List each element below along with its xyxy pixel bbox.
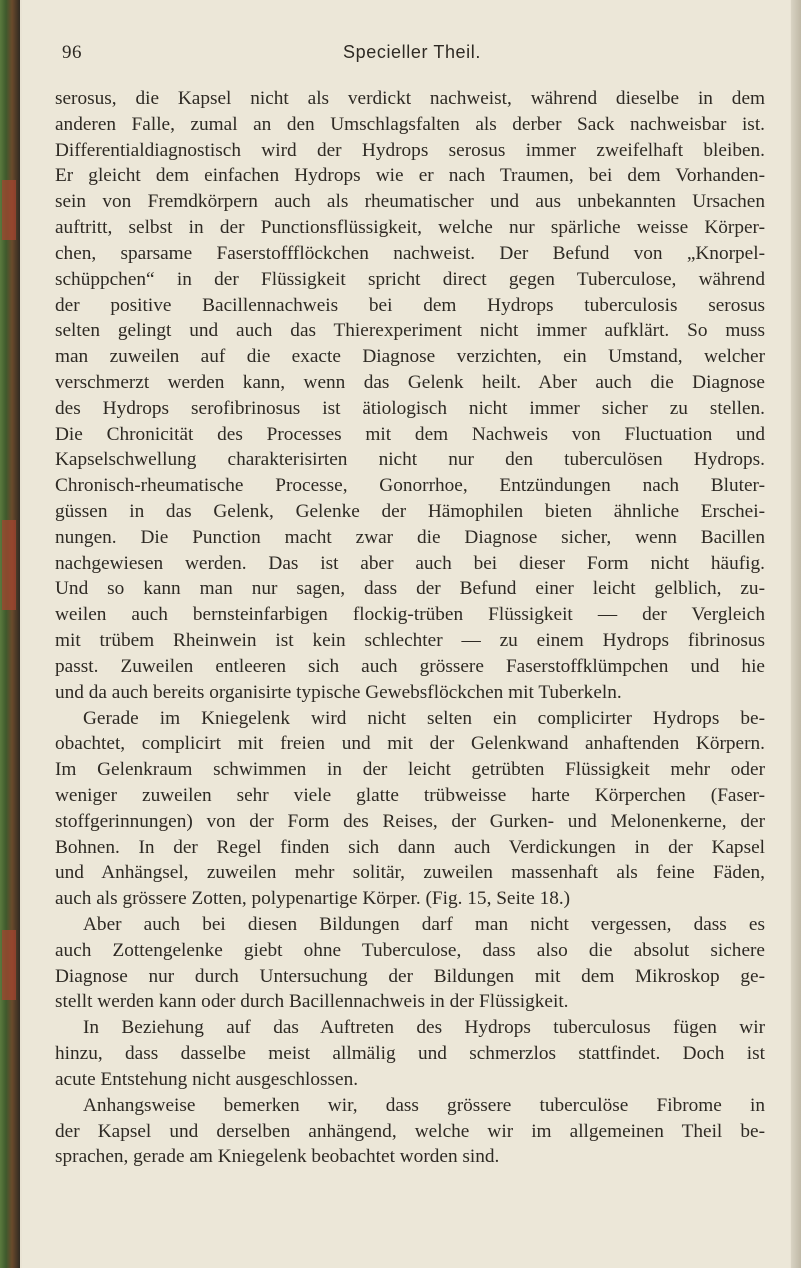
text-line: Bohnen. In der Regel finden sich dann auch Verdickungen in der Kapsel — [55, 836, 765, 858]
text-line: Er gleicht dem einfachen Hydrops wie er nach Traumen, bei dem Vorhanden- — [55, 165, 765, 187]
text-line: serosus, die Kapsel nicht als verdickt nachweist, während dieselbe in dem — [55, 88, 765, 109]
text-line: der Kapsel und derselben anhängend, welche wir im allgemeinen Theil be- — [55, 1120, 765, 1142]
text-line: schüppchen“ in der Flüssigkeit spricht direct gegen Tuberculose, während — [55, 268, 765, 290]
text-line: stellt werden kann oder durch Bacillennachweis in der Flüssigkeit. — [55, 991, 569, 1013]
text-line: Diagnose nur durch Untersuchung der Bildungen mit dem Mikroskop ge- — [55, 965, 765, 987]
text-line: chen, sparsame Faserstoffflöckchen nachweist. Der Befund von „Knorpel- — [55, 242, 765, 264]
text-line: Aber auch bei diesen Bildungen darf man nicht vergessen, dass es — [83, 914, 765, 935]
text-line: Gerade im Kniegelenk wird nicht selten ein complicirter Hydrops be- — [83, 707, 765, 729]
text-line: der positive Bacillennachweis bei dem Hydrops tuberculosis serosus — [55, 294, 765, 316]
text-line: verschmerzt werden kann, wenn das Gelenk heilt. Aber auch die Diagnose — [55, 371, 765, 393]
text-line: Chronisch-rheumatische Processe, Gonorrhoe, Entzündungen nach Bluter- — [55, 475, 765, 497]
text-line: auch als grössere Zotten, polypenartige Körper. (Fig. 15, Seite 18.) — [55, 888, 571, 910]
page-right-edge — [791, 0, 801, 1268]
text-line: nachgewiesen werden. Das ist aber auch bei dieser Form nicht häufig. — [55, 552, 765, 574]
text-line: und da auch bereits organisirte typische Gewebsflöckchen mit Tuberkeln. — [55, 681, 622, 703]
text-line: mit trübem Rheinwein ist kein schlechter — zu einem Hydrops fibrinosus — [55, 630, 765, 652]
text-line: anderen Falle, zumal an den Umschlagsfalten als derber Sack nachweisbar ist. — [55, 113, 765, 135]
book-binding-edge — [0, 0, 20, 1268]
text-line: hinzu, dass dasselbe meist allmälig und schmerzlos stattfindet. Doch ist — [55, 1043, 765, 1065]
text-line: güssen in das Gelenk, Gelenke der Hämophilen bieten ähnliche Erschei- — [55, 501, 765, 522]
text-line: stoffgerinnungen) von der Form des Reises, der Gurken- und Melonenkerne, der — [55, 810, 765, 832]
text-line: und Anhängsel, zuweilen mehr solitär, zuweilen massenhaft als feine Fäden, — [55, 862, 765, 884]
text-line: sprachen, gerade am Kniegelenk beobachtet worden sind. — [55, 1146, 500, 1168]
binding-stain — [2, 930, 16, 1000]
text-line: auch Zottengelenke giebt ohne Tuberculose, dass also die absolut sichere — [55, 939, 765, 961]
text-line: Kapselschwellung charakterisirten nicht nur den tuberculösen Hydrops. — [55, 449, 765, 471]
text-line: des Hydrops serofibrinosus ist ätiologisch nicht immer sicher zu stellen. — [55, 397, 765, 419]
text-line: Die Chronicität des Processes mit dem Nachweis von Fluctuation und — [55, 423, 765, 445]
page-header — [62, 42, 762, 72]
text-line: In Beziehung auf das Auftreten des Hydrops tuberculosus fügen wir — [83, 1017, 765, 1039]
running-title: Specieller Theil. — [343, 42, 481, 62]
text-line: man zuweilen auf die exacte Diagnose verzichten, ein Umstand, welcher — [55, 346, 765, 368]
binding-stain — [2, 520, 16, 610]
text-line: Und so kann man nur sagen, dass der Befund einer leicht gelblich, zu- — [55, 578, 765, 600]
text-line: weniger zuweilen sehr viele glatte trübweisse harte Körperchen (Faser- — [55, 784, 765, 806]
text-line: nungen. Die Punction macht zwar die Diagnose sicher, wenn Bacillen — [55, 526, 765, 548]
text-line: Differentialdiagnostisch wird der Hydrops serosus immer zweifelhaft bleiben. — [55, 139, 765, 161]
text-line: passt. Zuweilen entleeren sich auch grössere Faserstoffklümpchen und hie — [55, 655, 765, 677]
text-line: sein von Fremdkörpern auch als rheumatischer und aus unbekannten Ursachen — [55, 191, 765, 213]
binding-stain — [2, 180, 16, 240]
text-line: selten gelingt und auch das Thierexperiment nicht immer aufklärt. So muss — [55, 320, 765, 342]
text-line: Anhangsweise bemerken wir, dass grössere tuberculöse Fibrome in — [83, 1094, 765, 1116]
text-line: acute Entstehung nicht ausgeschlossen. — [55, 1068, 359, 1090]
text-line: weilen auch bernsteinfarbigen flockig-trüben Flüssigkeit — der Vergleich — [55, 604, 765, 626]
body-text — [55, 86, 765, 1170]
text-line: auftritt, selbst in der Punctionsflüssigkeit, welche nur spärliche weisse Körper- — [55, 217, 765, 239]
page-number: 96 — [62, 42, 82, 63]
text-line: Im Gelenkraum schwimmen in der leicht getrübten Flüssigkeit mehr oder — [55, 759, 765, 781]
text-line: obachtet, complicirt mit freien und mit der Gelenkwand anhaftenden Körpern. — [55, 733, 765, 755]
